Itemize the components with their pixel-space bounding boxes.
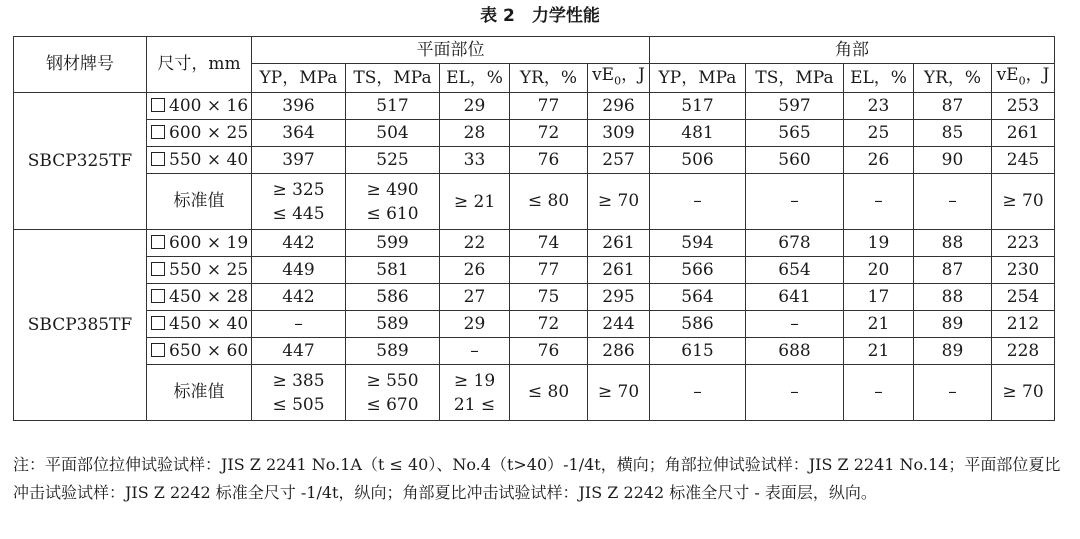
- header-size: 尺寸，mm: [147, 37, 252, 93]
- value-cell: 296: [588, 93, 650, 120]
- value-cell: 586: [346, 284, 440, 311]
- standard-value: –: [746, 174, 844, 230]
- header-grade: 钢材牌号: [14, 37, 147, 93]
- size-value: 550 × 40: [169, 149, 249, 170]
- value-cell: 28: [440, 120, 510, 147]
- value-cell: 76: [510, 147, 588, 174]
- value-cell: 397: [252, 147, 346, 174]
- value-cell: 21: [844, 338, 914, 365]
- header-col: [346, 64, 440, 93]
- standard-value: ≥ 70: [992, 365, 1055, 421]
- standard-limit: ≥ 385: [272, 370, 325, 391]
- standard-value: –: [650, 174, 746, 230]
- square-section-icon: [151, 235, 165, 249]
- mechanical-properties-table: [13, 36, 1055, 421]
- value-cell: 244: [588, 311, 650, 338]
- size-value: 650 × 60: [169, 340, 249, 361]
- header-col: [650, 64, 746, 93]
- size-cell: [147, 147, 252, 174]
- grade-cell: SBCP325TF: [14, 93, 147, 230]
- header-col: [510, 64, 588, 93]
- header-col: [844, 64, 914, 93]
- header-col-label: YR，%: [923, 67, 982, 88]
- standard-limit: ≤ 670: [366, 394, 419, 415]
- header-row-1: [14, 37, 1055, 64]
- standard-limit: ≤ 445: [272, 203, 325, 224]
- value-cell: 565: [746, 120, 844, 147]
- table-row: [14, 93, 1055, 120]
- size-cell: [147, 284, 252, 311]
- value-cell: 295: [588, 284, 650, 311]
- value-cell: 525: [346, 147, 440, 174]
- value-cell: 678: [746, 230, 844, 257]
- standard-limit: ≥ 490: [366, 179, 419, 200]
- standard-limit: 21 ≤: [453, 394, 496, 415]
- value-cell: 75: [510, 284, 588, 311]
- size-value: 600 × 19: [169, 232, 249, 253]
- header-col: [440, 64, 510, 93]
- square-section-icon: [151, 343, 165, 357]
- value-cell: 566: [650, 257, 746, 284]
- standard-el-cell: [440, 174, 510, 230]
- value-cell: 23: [844, 93, 914, 120]
- header-col: [746, 64, 844, 93]
- standard-value: ≤ 80: [510, 174, 588, 230]
- value-cell: 309: [588, 120, 650, 147]
- value-cell: 481: [650, 120, 746, 147]
- value-cell: 87: [914, 257, 992, 284]
- size-cell: [147, 120, 252, 147]
- value-cell: –: [746, 311, 844, 338]
- value-cell: 254: [992, 284, 1055, 311]
- standard-el-cell: [440, 365, 510, 421]
- size-cell: [147, 311, 252, 338]
- value-cell: 364: [252, 120, 346, 147]
- size-value: 400 × 16: [169, 95, 249, 116]
- value-cell: 597: [746, 93, 844, 120]
- ve-unit: ，J: [1025, 64, 1050, 85]
- value-cell: –: [252, 311, 346, 338]
- square-section-icon: [151, 316, 165, 330]
- value-cell: 76: [510, 338, 588, 365]
- standard-label: 标准值: [147, 174, 252, 230]
- header-flat: 平面部位: [252, 37, 650, 64]
- value-cell: 517: [346, 93, 440, 120]
- value-cell: 212: [992, 311, 1055, 338]
- standard-value: ≥ 70: [588, 365, 650, 421]
- size-cell: [147, 338, 252, 365]
- value-cell: 564: [650, 284, 746, 311]
- grade-cell: SBCP385TF: [14, 230, 147, 421]
- value-cell: 586: [650, 311, 746, 338]
- square-section-icon: [151, 262, 165, 276]
- standard-value: ≥ 70: [992, 174, 1055, 230]
- standard-value: –: [914, 365, 992, 421]
- header-col-label: YP，MPa: [259, 67, 338, 88]
- table-row: [14, 257, 1055, 284]
- standard-limit: ≤ 505: [272, 394, 325, 415]
- table-row: [14, 230, 1055, 257]
- value-cell: 21: [844, 311, 914, 338]
- ve-unit: ，J: [621, 64, 645, 85]
- value-cell: 506: [650, 147, 746, 174]
- value-cell: 90: [914, 147, 992, 174]
- standard-limit: ≥ 21: [453, 191, 496, 212]
- value-cell: 72: [510, 120, 588, 147]
- value-cell: 223: [992, 230, 1055, 257]
- value-cell: 257: [588, 147, 650, 174]
- value-cell: 22: [440, 230, 510, 257]
- standard-yp-cell: [252, 174, 346, 230]
- value-cell: 560: [746, 147, 844, 174]
- square-section-icon: [151, 289, 165, 303]
- value-cell: 87: [914, 93, 992, 120]
- value-cell: 641: [746, 284, 844, 311]
- header-col: [252, 64, 346, 93]
- standard-limit: ≥ 325: [272, 179, 325, 200]
- header-col-label: EL，%: [850, 67, 907, 88]
- value-cell: 589: [346, 311, 440, 338]
- header-col: [914, 64, 992, 93]
- value-cell: 230: [992, 257, 1055, 284]
- value-cell: 581: [346, 257, 440, 284]
- standard-value: –: [650, 365, 746, 421]
- standard-limit: ≥ 19: [453, 370, 496, 391]
- square-section-icon: [151, 125, 165, 139]
- size-cell: [147, 230, 252, 257]
- table-title: 表 2 力学性能: [480, 6, 600, 26]
- value-cell: 517: [650, 93, 746, 120]
- value-cell: 261: [992, 120, 1055, 147]
- table-row: [14, 311, 1055, 338]
- value-cell: –: [440, 338, 510, 365]
- value-cell: 261: [588, 257, 650, 284]
- value-cell: 228: [992, 338, 1055, 365]
- value-cell: 594: [650, 230, 746, 257]
- value-cell: 89: [914, 338, 992, 365]
- table-body: [14, 37, 1055, 421]
- value-cell: 88: [914, 284, 992, 311]
- standard-limit: ≤ 610: [366, 203, 419, 224]
- value-cell: 589: [346, 338, 440, 365]
- standard-value: –: [746, 365, 844, 421]
- value-cell: 396: [252, 93, 346, 120]
- header-col: [588, 64, 650, 93]
- value-cell: 33: [440, 147, 510, 174]
- standard-limit: ≥ 550: [366, 370, 419, 391]
- standard-ts-cell: [346, 174, 440, 230]
- value-cell: 77: [510, 257, 588, 284]
- standard-value: –: [844, 174, 914, 230]
- square-section-icon: [151, 98, 165, 112]
- header-col-label: YR，%: [519, 67, 578, 88]
- ve-subscript: 0: [1018, 74, 1026, 88]
- value-cell: 19: [844, 230, 914, 257]
- table-row: [14, 120, 1055, 147]
- size-value: 450 × 28: [169, 286, 249, 307]
- size-value: 450 × 40: [169, 313, 249, 334]
- value-cell: 89: [914, 311, 992, 338]
- standard-value: –: [844, 365, 914, 421]
- value-cell: 25: [844, 120, 914, 147]
- value-cell: 261: [588, 230, 650, 257]
- standard-yp-cell: [252, 365, 346, 421]
- value-cell: 17: [844, 284, 914, 311]
- table-row: [14, 338, 1055, 365]
- value-cell: 20: [844, 257, 914, 284]
- value-cell: 599: [346, 230, 440, 257]
- standard-ts-cell: [346, 365, 440, 421]
- table-note: 注：平面部位拉伸试验试样：JIS Z 2241 No.1A（t ≤ 40）、No.4（t>40）-1/4t，横向；角部拉伸试验试样：JIS Z 2241 No.14；平面部位夏比冲击试验试样：JIS Z 2242 标准全尺寸 -1/4t，纵向；角部夏比冲击试验试样：JIS Z 2242 标准全尺寸 - 表面层，纵向。: [13, 455, 1061, 502]
- header-corner: 角部: [650, 37, 1055, 64]
- table-row: [14, 284, 1055, 311]
- size-cell: [147, 93, 252, 120]
- header-col-label: vE: [996, 64, 1019, 85]
- header-col-label: TS，MPa: [755, 67, 834, 88]
- value-cell: 29: [440, 93, 510, 120]
- square-section-icon: [151, 152, 165, 166]
- value-cell: 77: [510, 93, 588, 120]
- standard-value: –: [914, 174, 992, 230]
- value-cell: 27: [440, 284, 510, 311]
- value-cell: 654: [746, 257, 844, 284]
- value-cell: 245: [992, 147, 1055, 174]
- value-cell: 26: [440, 257, 510, 284]
- value-cell: 88: [914, 230, 992, 257]
- value-cell: 504: [346, 120, 440, 147]
- size-value: 550 × 25: [169, 259, 249, 280]
- header-col-label: vE: [592, 64, 615, 85]
- header-col-label: TS，MPa: [353, 67, 432, 88]
- table-row: [14, 147, 1055, 174]
- value-cell: 29: [440, 311, 510, 338]
- value-cell: 688: [746, 338, 844, 365]
- value-cell: 442: [252, 284, 346, 311]
- value-cell: 85: [914, 120, 992, 147]
- standard-row: [14, 365, 1055, 421]
- value-cell: 447: [252, 338, 346, 365]
- value-cell: 442: [252, 230, 346, 257]
- value-cell: 26: [844, 147, 914, 174]
- value-cell: 72: [510, 311, 588, 338]
- value-cell: 449: [252, 257, 346, 284]
- size-value: 600 × 25: [169, 122, 249, 143]
- standard-label: 标准值: [147, 365, 252, 421]
- standard-value: ≤ 80: [510, 365, 588, 421]
- ve-subscript: 0: [614, 74, 622, 88]
- value-cell: 253: [992, 93, 1055, 120]
- header-col-label: YP，MPa: [658, 67, 737, 88]
- header-col-label: EL，%: [446, 67, 503, 88]
- value-cell: 615: [650, 338, 746, 365]
- standard-row: [14, 174, 1055, 230]
- standard-value: ≥ 70: [588, 174, 650, 230]
- size-cell: [147, 257, 252, 284]
- value-cell: 74: [510, 230, 588, 257]
- value-cell: 286: [588, 338, 650, 365]
- header-col: [992, 64, 1055, 93]
